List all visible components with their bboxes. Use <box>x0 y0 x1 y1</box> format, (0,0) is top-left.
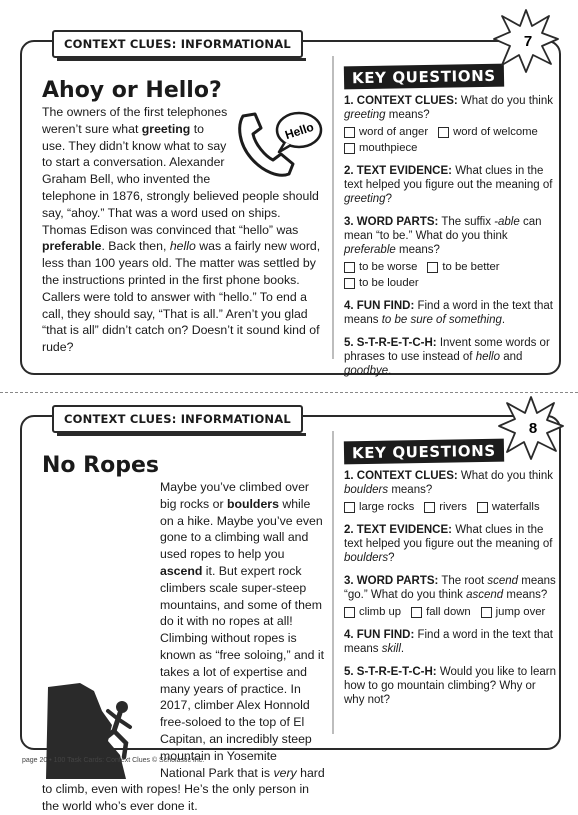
answer-option-label: to be better <box>442 261 500 273</box>
answer-option-label: jump over <box>495 606 546 618</box>
question-1 <box>344 94 556 155</box>
answer-option-label: waterfalls <box>491 501 540 513</box>
checkbox[interactable] <box>344 143 355 154</box>
text-run: means? <box>395 244 440 256</box>
checkbox[interactable] <box>344 262 355 273</box>
text-run: . Back then, <box>101 239 170 254</box>
answer-option-label: word of welcome <box>453 126 538 138</box>
checkbox[interactable] <box>344 127 355 138</box>
card-category-tab: CONTEXT CLUES: INFORMATIONAL <box>52 405 303 433</box>
italic-text: scend <box>487 575 519 587</box>
italic-text: to be sure of something <box>381 314 502 326</box>
text-run: to use. They didn’t know what to say to start a conversation. Alexander Graham Bell, who invented the telephone in 1876, strongly believed people should say, “ahoy.” That was a word used on ships. Thomas Edison was convinced that “hello” was <box>42 121 319 237</box>
text-run: The owners of the first telephones weren’t sure what <box>42 105 228 136</box>
question-label: 3. WORD PARTS: <box>344 216 439 228</box>
answer-option-label: climb up <box>359 606 402 618</box>
answer-option[interactable] <box>481 605 546 619</box>
text-run: What do you think <box>457 470 553 482</box>
question-1 <box>344 469 556 514</box>
checkbox[interactable] <box>427 262 438 273</box>
text-run: The suffix <box>438 216 495 228</box>
text-run: Would you like to learn how to go mountain climbing? Why or why not? <box>344 666 556 706</box>
answer-options <box>344 605 556 619</box>
italic-text: hello <box>475 351 501 363</box>
vocab-word: greeting <box>141 121 191 136</box>
key-questions-list <box>344 94 556 387</box>
question-2 <box>344 164 556 206</box>
answer-option[interactable] <box>438 125 538 139</box>
question-label: 5. S-T-R-E-T-C-H: <box>344 337 437 349</box>
question-label: 3. WORD PARTS: <box>344 575 439 587</box>
text-run: means? <box>503 589 548 601</box>
answer-options <box>344 260 556 290</box>
question-label: 1. CONTEXT CLUES: <box>344 95 458 107</box>
text-run: What clues in the text helped you figure out the meaning of <box>344 165 553 191</box>
text-run: . <box>501 314 506 326</box>
text-run: . <box>400 643 405 655</box>
card-title: No Ropes <box>42 453 160 478</box>
question-4 <box>344 628 556 656</box>
checkbox[interactable] <box>481 607 492 618</box>
key-questions-list <box>344 469 556 716</box>
answer-option[interactable] <box>344 260 417 274</box>
answer-option[interactable] <box>411 605 471 619</box>
speech-bubble-text: Hello <box>283 119 316 143</box>
text-run: ? <box>385 193 392 205</box>
answer-option-label: rivers <box>439 501 467 513</box>
italic-text: hello <box>169 239 196 254</box>
climber-illustration <box>42 681 152 781</box>
text-run: The root <box>438 575 488 587</box>
italic-text: ascend <box>466 589 504 601</box>
answer-option[interactable] <box>427 260 499 274</box>
question-label: 4. FUN FIND: <box>344 300 415 312</box>
card-title: Ahoy or Hello? <box>42 78 222 103</box>
task-card-7 <box>20 37 561 377</box>
question-5 <box>344 665 556 707</box>
italic-text: goodbye <box>344 365 389 377</box>
italic-text: boulders <box>344 552 389 564</box>
answer-options <box>344 500 556 514</box>
text-run: can mean “to be.” What do you think <box>344 216 542 242</box>
text-run: . <box>388 365 392 377</box>
answer-option[interactable] <box>477 500 540 514</box>
text-run: and <box>500 351 523 363</box>
card-number-burst <box>498 395 564 461</box>
answer-option[interactable] <box>344 125 428 139</box>
question-2 <box>344 523 556 565</box>
answer-option-label: fall down <box>426 606 471 618</box>
question-label: 1. CONTEXT CLUES: <box>344 470 458 482</box>
italic-text: greeting <box>344 109 386 121</box>
checkbox[interactable] <box>411 607 422 618</box>
checkbox[interactable] <box>477 502 488 513</box>
question-5 <box>344 336 556 378</box>
checkbox[interactable] <box>344 502 355 513</box>
answer-option[interactable] <box>344 605 401 619</box>
page-footer: page 20 • 100 Task Cards: Context Clues © Scholastic Inc. <box>22 757 205 764</box>
text-run: Maybe you’ve climbed over big rocks or <box>160 480 309 511</box>
italic-text: greeting <box>344 193 386 205</box>
card-number-burst <box>493 8 559 74</box>
question-label: 5. S-T-R-E-T-C-H: <box>344 666 437 678</box>
card-number: 7 <box>523 33 533 50</box>
answer-option[interactable] <box>344 500 414 514</box>
question-label: 2. TEXT EVIDENCE: <box>344 524 452 536</box>
card-divider <box>332 431 334 734</box>
card-number: 8 <box>528 420 538 437</box>
story-text <box>42 104 325 356</box>
answer-option-label: mouthpiece <box>359 142 418 154</box>
answer-option-label: large rocks <box>359 501 415 513</box>
checkbox[interactable] <box>344 607 355 618</box>
answer-option-label: to be worse <box>359 261 418 273</box>
answer-option[interactable] <box>344 276 419 290</box>
text-run: means “go.” What do you think <box>344 575 556 601</box>
question-3 <box>344 215 556 290</box>
card-divider <box>332 56 334 359</box>
question-4 <box>344 299 556 327</box>
text-run: while on a hike. Maybe you’ve even gone to a climbing wall and used ropes to help you <box>160 496 323 562</box>
phone-illustration <box>233 104 325 180</box>
text-run: hard to climb, even with ropes! He’s the only person in the world who’s ever done it. <box>42 765 325 814</box>
text-run: Find a word in the text that means <box>344 629 553 655</box>
answer-option-label: word of anger <box>359 126 429 138</box>
question-3 <box>344 574 556 619</box>
text-run: means? <box>385 109 430 121</box>
text-run: ? <box>388 552 395 564</box>
answer-option[interactable] <box>344 141 417 155</box>
text-run: Find a word in the text that means <box>344 300 553 326</box>
story-text <box>42 479 325 815</box>
key-questions-heading: KEY QUESTIONS <box>344 64 504 90</box>
italic-text: -able <box>494 216 520 228</box>
answer-option[interactable] <box>424 500 467 514</box>
vocab-word: ascend <box>160 563 203 578</box>
question-label: 4. FUN FIND: <box>344 629 415 641</box>
text-run: Invent some words or phrases to use instead of <box>344 337 550 363</box>
checkbox[interactable] <box>424 502 435 513</box>
answer-option-label: to be louder <box>359 277 419 289</box>
italic-text: preferable <box>344 244 396 256</box>
text-run: was a fairly new word, less than 100 years old. The matter was settled by the instructions printed in the first phone books. Callers were told to answer with “hello.” To end a call, they should say, “That is all.” Aren’t you glad “that is all” didn’t catch on? Doesn’t it sound kind of rude? <box>42 239 321 355</box>
text-run: it. But expert rock climbers scale super-steep mountains, and some of them do it with no ropes at all! Climbing without ropes is known as “free soloing,” and it takes a lot of expertise and many years of practice. In 2017, climber Alex Honnold free-soloed to the top of El Capitan, an incredibly steep mountain in Yosemite National Park that is <box>160 563 325 780</box>
text-run: What clues in the text helped you figure out the meaning of <box>344 524 553 550</box>
card-category-tab: CONTEXT CLUES: INFORMATIONAL <box>52 30 303 58</box>
text-run: What do you think <box>457 95 553 107</box>
italic-text: very <box>273 765 297 780</box>
checkbox[interactable] <box>438 127 449 138</box>
vocab-word: preferable <box>42 239 102 254</box>
italic-text: boulders <box>344 484 389 496</box>
text-run: means? <box>388 484 433 496</box>
answer-options <box>344 125 556 155</box>
question-label: 2. TEXT EVIDENCE: <box>344 165 452 177</box>
key-questions-heading: KEY QUESTIONS <box>344 439 504 465</box>
vocab-word: boulders <box>226 496 279 511</box>
cut-line <box>0 392 578 393</box>
checkbox[interactable] <box>344 278 355 289</box>
italic-text: skill <box>381 643 401 655</box>
